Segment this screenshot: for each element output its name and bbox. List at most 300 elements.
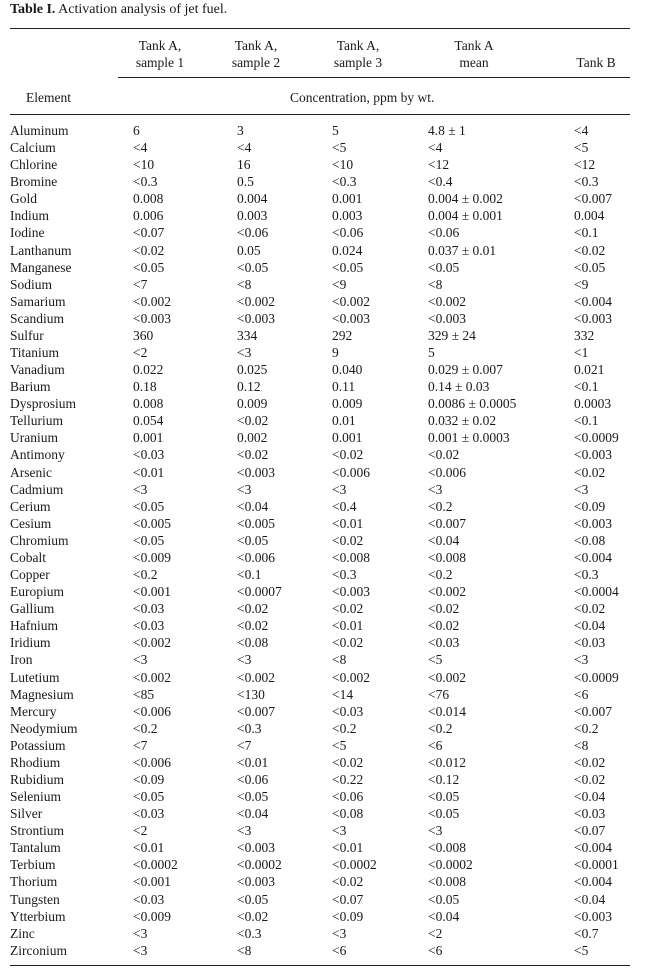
element-name: Cesium bbox=[10, 515, 52, 531]
tank-a-sample-1-value: <0.05 bbox=[133, 498, 165, 514]
tank-b-value: <0.0009 bbox=[574, 669, 619, 685]
tank-b-value: <9 bbox=[574, 276, 589, 292]
table-row bbox=[0, 873, 650, 890]
tank-a-mean-value: <0.06 bbox=[428, 225, 460, 241]
tank-a-sample-2-value: <0.003 bbox=[237, 310, 275, 326]
element-name: Bromine bbox=[10, 174, 58, 190]
tank-a-sample-3-value: <0.06 bbox=[332, 225, 364, 241]
tank-a-sample-2-value: <3 bbox=[237, 481, 252, 497]
table-row bbox=[0, 891, 650, 908]
tank-a-mean-value: <0.02 bbox=[428, 618, 460, 634]
tank-a-mean-value: 0.037 ± 0.01 bbox=[428, 242, 497, 258]
table-row bbox=[0, 822, 650, 839]
tank-a-sample-2-value: <4 bbox=[237, 140, 252, 156]
tank-b-value: <0.0001 bbox=[574, 857, 619, 873]
tank-a-sample-1-value: <2 bbox=[133, 823, 148, 839]
tank-a-mean-value: 0.004 ± 0.002 bbox=[428, 191, 503, 207]
tank-a-mean-value: <0.002 bbox=[428, 584, 466, 600]
tank-a-sample-2-value: <0.0007 bbox=[237, 584, 282, 600]
element-name: Potassium bbox=[10, 737, 66, 753]
tank-a-sample-2-value: 0.5 bbox=[237, 174, 254, 190]
tank-b-value: <3 bbox=[574, 652, 589, 668]
tank-a-sample-1-value: 0.022 bbox=[133, 362, 164, 378]
tank-a-mean-value: <76 bbox=[428, 686, 450, 702]
element-name: Barium bbox=[10, 379, 51, 395]
tank-a-sample-2-value: <0.02 bbox=[237, 908, 269, 924]
element-name: Arsenic bbox=[10, 464, 52, 480]
tank-a-sample-3-value: <0.08 bbox=[332, 806, 364, 822]
tank-a-sample-3-value: <6 bbox=[332, 942, 347, 958]
tank-a-sample-1-value: 0.008 bbox=[133, 191, 164, 207]
tank-a-sample-1-value: <0.006 bbox=[133, 754, 171, 770]
tank-b-value: <1 bbox=[574, 345, 589, 361]
tank-a-sample-2-value: <0.08 bbox=[237, 635, 269, 651]
element-name: Zirconium bbox=[10, 942, 67, 958]
tank-a-sample-3-value: 0.11 bbox=[332, 379, 356, 395]
tank-b-value: <0.07 bbox=[574, 823, 606, 839]
tank-b-value: <0.02 bbox=[574, 242, 606, 258]
tank-a-sample-2-value: <0.1 bbox=[237, 567, 262, 583]
tank-a-mean-value: <0.003 bbox=[428, 310, 466, 326]
bottom-rule bbox=[10, 965, 630, 966]
tank-a-sample-3-value: <0.003 bbox=[332, 310, 370, 326]
tank-a-sample-1-value: 6 bbox=[133, 123, 140, 138]
element-name: Iodine bbox=[10, 225, 45, 241]
tank-a-sample-1-value: <3 bbox=[133, 925, 148, 941]
table-row bbox=[0, 788, 650, 805]
element-name: Ytterbium bbox=[10, 908, 66, 924]
tank-a-sample-1-value: <0.03 bbox=[133, 618, 165, 634]
top-rule bbox=[10, 28, 630, 29]
table-row bbox=[0, 942, 650, 959]
table-row bbox=[0, 856, 650, 873]
tank-a-mean-value: <4 bbox=[428, 140, 443, 156]
element-name: Chromium bbox=[10, 532, 69, 548]
element-name: Silver bbox=[10, 806, 43, 822]
tank-a-sample-2-value: <3 bbox=[237, 345, 252, 361]
tank-a-sample-1-value: <0.005 bbox=[133, 515, 171, 531]
element-name: Aluminum bbox=[10, 123, 69, 138]
element-name: Cerium bbox=[10, 498, 51, 514]
tank-a-sample-3-value: <3 bbox=[332, 481, 347, 497]
table-label: Table I. bbox=[10, 2, 56, 17]
tank-a-mean-value: <6 bbox=[428, 942, 443, 958]
tank-a-sample-3-value: <0.002 bbox=[332, 293, 370, 309]
tank-a-sample-3-value: <3 bbox=[332, 823, 347, 839]
tank-a-sample-1-value: 360 bbox=[133, 327, 154, 343]
tank-a-sample-1-value: <3 bbox=[133, 481, 148, 497]
tank-a-mean-value: 329 ± 24 bbox=[428, 327, 476, 343]
tank-b-value: <0.0004 bbox=[574, 584, 619, 600]
tank-a-mean-value: 5 bbox=[428, 345, 435, 361]
tank-a-sample-2-value: <0.005 bbox=[237, 515, 275, 531]
tank-a-sample-1-value: <0.002 bbox=[133, 635, 171, 651]
tank-a-sample-3-value: <0.02 bbox=[332, 635, 364, 651]
tank-a-sample-3-value: <0.02 bbox=[332, 754, 364, 770]
table-row bbox=[0, 412, 650, 429]
table-row bbox=[0, 737, 650, 754]
tank-b-value: <0.05 bbox=[574, 259, 606, 275]
tank-b-value: <0.003 bbox=[574, 310, 612, 326]
table-row bbox=[0, 190, 650, 207]
table-row bbox=[0, 276, 650, 293]
table-row bbox=[0, 242, 650, 259]
element-name: Chlorine bbox=[10, 157, 58, 173]
element-name: Iridium bbox=[10, 635, 51, 651]
tank-a-sample-1-value: <0.03 bbox=[133, 891, 165, 907]
table-row bbox=[0, 378, 650, 395]
tank-a-sample-1-value: <3 bbox=[133, 652, 148, 668]
table-row bbox=[0, 429, 650, 446]
tank-a-sample-3-value: 0.001 bbox=[332, 191, 363, 207]
tank-a-sample-3-value: <0.4 bbox=[332, 498, 357, 514]
tank-a-sample-3-value: 9 bbox=[332, 345, 339, 361]
table-row bbox=[0, 532, 650, 549]
tank-a-sample-2-value: <0.04 bbox=[237, 806, 269, 822]
table-row bbox=[0, 344, 650, 361]
tank-b-value: <0.08 bbox=[574, 532, 606, 548]
tank-b-value: <0.004 bbox=[574, 840, 612, 856]
tank-a-sample-2-value: 334 bbox=[237, 327, 258, 343]
tank-a-mean-value: <5 bbox=[428, 652, 443, 668]
element-name: Zinc bbox=[10, 925, 35, 941]
element-name: Cobalt bbox=[10, 549, 46, 565]
tank-a-sample-3-value: <0.003 bbox=[332, 584, 370, 600]
tank-a-mean-value: <3 bbox=[428, 823, 443, 839]
tank-b-value: <0.1 bbox=[574, 225, 599, 241]
tank-b-value: <12 bbox=[574, 157, 596, 173]
table-row bbox=[0, 617, 650, 634]
tank-b-value: <0.2 bbox=[574, 720, 599, 736]
table-row bbox=[0, 515, 650, 532]
tank-a-sample-1-value: 0.001 bbox=[133, 430, 164, 446]
tank-a-mean-value: <0.2 bbox=[428, 567, 453, 583]
element-name: Gallium bbox=[10, 601, 55, 617]
tank-a-sample-3-value: 0.003 bbox=[332, 208, 363, 224]
table-row bbox=[0, 395, 650, 412]
tank-a-sample-1-value: <85 bbox=[133, 686, 155, 702]
table-row bbox=[0, 207, 650, 224]
tank-a-sample-2-value: <0.003 bbox=[237, 840, 275, 856]
table-row bbox=[0, 498, 650, 515]
tank-a-sample-2-value: 0.009 bbox=[237, 396, 268, 412]
table-row bbox=[0, 600, 650, 617]
tank-a-sample-1-value: <0.002 bbox=[133, 669, 171, 685]
element-name: Dysprosium bbox=[10, 396, 77, 412]
tank-a-mean-value: 0.001 ± 0.0003 bbox=[428, 430, 510, 446]
tank-a-sample-1-value: <0.001 bbox=[133, 874, 171, 890]
tank-a-sample-1-value: <0.03 bbox=[133, 806, 165, 822]
element-name: Indium bbox=[10, 208, 49, 224]
tank-a-mean-value: 0.032 ± 0.02 bbox=[428, 413, 497, 429]
tank-b-value: <0.3 bbox=[574, 567, 599, 583]
element-name: Hafnium bbox=[10, 618, 58, 634]
tank-a-mean-value: <0.04 bbox=[428, 532, 460, 548]
table-row bbox=[0, 173, 650, 190]
tank-a-mean-value: <2 bbox=[428, 925, 443, 941]
tank-b-value: <0.003 bbox=[574, 908, 612, 924]
tank-b-value: <0.04 bbox=[574, 789, 606, 805]
tank-a-sample-2-value: <0.04 bbox=[237, 498, 269, 514]
tank-a-sample-2-value: 0.025 bbox=[237, 362, 268, 378]
tank-a-sample-2-value: <0.003 bbox=[237, 874, 275, 890]
table-row bbox=[0, 925, 650, 942]
tank-a-sample-2-value: <8 bbox=[237, 276, 252, 292]
tank-a-mean-value: <0.2 bbox=[428, 498, 453, 514]
tank-a-sample-1-value: <0.3 bbox=[133, 174, 158, 190]
tank-a-sample-1-value: <0.07 bbox=[133, 225, 165, 241]
tank-b-value: 0.004 bbox=[574, 208, 605, 224]
tank-a-sample-3-value: <10 bbox=[332, 157, 354, 173]
header-bottom-rule bbox=[10, 114, 630, 115]
tank-a-sample-2-value: <0.05 bbox=[237, 789, 269, 805]
table-row bbox=[0, 754, 650, 771]
tank-b-value: <0.1 bbox=[574, 413, 599, 429]
tank-a-sample-3-value: 0.040 bbox=[332, 362, 363, 378]
tank-a-mean-value: <0.0002 bbox=[428, 857, 473, 873]
element-column-header: Element bbox=[26, 90, 71, 105]
table-row bbox=[0, 669, 650, 686]
tank-a-mean-value: <0.05 bbox=[428, 789, 460, 805]
tank-a-sample-1-value: <0.009 bbox=[133, 908, 171, 924]
column-header-tank-b: Tank B bbox=[576, 55, 616, 70]
element-name: Strontium bbox=[10, 823, 65, 839]
tank-a-sample-2-value: <0.02 bbox=[237, 618, 269, 634]
element-name: Calcium bbox=[10, 140, 56, 156]
tank-a-sample-3-value: <0.01 bbox=[332, 618, 364, 634]
tank-a-sample-1-value: <0.009 bbox=[133, 549, 171, 565]
tank-a-mean-value: <0.05 bbox=[428, 806, 460, 822]
tank-a-sample-3-value: <0.07 bbox=[332, 891, 364, 907]
tank-a-mean-value: <0.006 bbox=[428, 464, 466, 480]
tank-a-sample-2-value: <0.02 bbox=[237, 413, 269, 429]
element-name: Sodium bbox=[10, 276, 53, 292]
tank-a-sample-3-value: <5 bbox=[332, 140, 347, 156]
tank-a-sample-3-value: 5 bbox=[332, 123, 339, 138]
tank-a-sample-2-value: <8 bbox=[237, 942, 252, 958]
table-row bbox=[0, 259, 650, 276]
tank-a-sample-3-value: <0.3 bbox=[332, 174, 357, 190]
tank-a-mean-value: <0.4 bbox=[428, 174, 453, 190]
tank-a-sample-3-value: <0.01 bbox=[332, 515, 364, 531]
tank-a-mean-value: 0.004 ± 0.001 bbox=[428, 208, 503, 224]
table-row bbox=[0, 293, 650, 310]
tank-a-sample-1-value: <0.05 bbox=[133, 259, 165, 275]
table-row bbox=[0, 703, 650, 720]
tank-b-value: <3 bbox=[574, 481, 589, 497]
tank-a-sample-1-value: <0.09 bbox=[133, 771, 165, 787]
tank-a-sample-1-value: <3 bbox=[133, 942, 148, 958]
element-name: Magnesium bbox=[10, 686, 74, 702]
tank-b-value: <0.007 bbox=[574, 191, 612, 207]
tank-a-sample-3-value: <3 bbox=[332, 925, 347, 941]
tank-a-mean-value: <0.02 bbox=[428, 447, 460, 463]
element-name: Antimony bbox=[10, 447, 65, 463]
tank-a-sample-1-value: <0.01 bbox=[133, 464, 165, 480]
tank-b-value: <6 bbox=[574, 686, 589, 702]
table-row bbox=[0, 771, 650, 788]
tank-a-sample-2-value: 16 bbox=[237, 157, 251, 173]
tank-b-value: <8 bbox=[574, 737, 589, 753]
table-row bbox=[0, 310, 650, 327]
tank-a-sample-2-value: <0.05 bbox=[237, 259, 269, 275]
tank-a-sample-2-value: <0.01 bbox=[237, 754, 269, 770]
element-name: Samarium bbox=[10, 293, 66, 309]
table-row bbox=[0, 464, 650, 481]
tank-a-sample-2-value: <0.006 bbox=[237, 549, 275, 565]
tank-a-sample-3-value: 292 bbox=[332, 327, 353, 343]
element-name: Titanium bbox=[10, 345, 60, 361]
tank-a-sample-1-value: 0.054 bbox=[133, 413, 164, 429]
tank-a-sample-2-value: 0.002 bbox=[237, 430, 268, 446]
tank-a-sample-2-value: 3 bbox=[237, 123, 244, 138]
tank-a-sample-3-value: <14 bbox=[332, 686, 354, 702]
tank-b-value: <0.004 bbox=[574, 549, 612, 565]
table-row bbox=[0, 224, 650, 241]
element-name: Iron bbox=[10, 652, 33, 668]
column-header-tank-a-sample-2: Tank A, sample 2 bbox=[231, 38, 281, 70]
tank-a-sample-1-value: <0.05 bbox=[133, 789, 165, 805]
tank-a-mean-value: <0.008 bbox=[428, 840, 466, 856]
table-row bbox=[0, 805, 650, 822]
table-row bbox=[0, 634, 650, 651]
tank-a-sample-1-value: <0.03 bbox=[133, 601, 165, 617]
tank-a-sample-3-value: 0.001 bbox=[332, 430, 363, 446]
tank-a-mean-value: 0.029 ± 0.007 bbox=[428, 362, 503, 378]
tank-a-sample-1-value: <0.003 bbox=[133, 310, 171, 326]
tank-a-mean-value: <0.2 bbox=[428, 720, 453, 736]
tank-a-sample-2-value: <3 bbox=[237, 652, 252, 668]
tank-a-sample-3-value: <0.008 bbox=[332, 549, 370, 565]
tank-a-sample-2-value: <0.05 bbox=[237, 532, 269, 548]
table-title: Activation analysis of jet fuel. bbox=[58, 2, 228, 17]
table-row bbox=[0, 686, 650, 703]
tank-a-sample-1-value: <10 bbox=[133, 157, 155, 173]
tank-b-value: <0.02 bbox=[574, 464, 606, 480]
tank-a-sample-3-value: <0.03 bbox=[332, 703, 364, 719]
element-name: Copper bbox=[10, 567, 50, 583]
tank-a-sample-3-value: <0.02 bbox=[332, 447, 364, 463]
table-row bbox=[0, 139, 650, 156]
tank-a-mean-value: 0.14 ± 0.03 bbox=[428, 379, 490, 395]
table-row bbox=[0, 446, 650, 463]
tank-a-sample-1-value: <7 bbox=[133, 276, 148, 292]
tank-a-sample-1-value: <0.01 bbox=[133, 840, 165, 856]
element-name: Mercury bbox=[10, 703, 57, 719]
tank-b-value: <0.003 bbox=[574, 447, 612, 463]
tank-a-sample-2-value: <0.002 bbox=[237, 669, 275, 685]
tank-a-mean-value: <6 bbox=[428, 737, 443, 753]
tank-a-sample-2-value: <0.0002 bbox=[237, 857, 282, 873]
table-row bbox=[0, 549, 650, 566]
tank-a-sample-3-value: <0.02 bbox=[332, 874, 364, 890]
tank-a-sample-2-value: 0.003 bbox=[237, 208, 268, 224]
element-name: Rubidium bbox=[10, 771, 65, 787]
tank-a-mean-value: <0.007 bbox=[428, 515, 466, 531]
tank-a-mean-value: <0.002 bbox=[428, 293, 466, 309]
tank-a-sample-3-value: <0.22 bbox=[332, 771, 364, 787]
table-row bbox=[0, 651, 650, 668]
tank-b-value: <0.04 bbox=[574, 891, 606, 907]
tank-a-mean-value: <3 bbox=[428, 481, 443, 497]
element-name: Scandium bbox=[10, 310, 64, 326]
table-body bbox=[0, 122, 650, 959]
tank-a-mean-value: <0.12 bbox=[428, 771, 460, 787]
tank-a-sample-3-value: <0.09 bbox=[332, 908, 364, 924]
element-name: Vanadium bbox=[10, 362, 65, 378]
table-row bbox=[0, 839, 650, 856]
tank-a-sample-2-value: <130 bbox=[237, 686, 265, 702]
column-header-tank-a-sample-1: Tank A, sample 1 bbox=[135, 38, 185, 70]
table-row bbox=[0, 583, 650, 600]
tank-a-mean-value: <0.014 bbox=[428, 703, 466, 719]
tank-a-mean-value: <0.008 bbox=[428, 874, 466, 890]
tank-a-sample-2-value: <0.02 bbox=[237, 601, 269, 617]
tank-a-sample-2-value: <0.002 bbox=[237, 293, 275, 309]
tank-b-value: <0.004 bbox=[574, 293, 612, 309]
tank-b-value: <0.03 bbox=[574, 635, 606, 651]
element-name: Terbium bbox=[10, 857, 56, 873]
tank-a-sample-1-value: <0.001 bbox=[133, 584, 171, 600]
tank-a-sample-3-value: 0.009 bbox=[332, 396, 363, 412]
element-name: Manganese bbox=[10, 259, 72, 275]
tank-b-value: <0.03 bbox=[574, 806, 606, 822]
tank-a-sample-1-value: <7 bbox=[133, 737, 148, 753]
element-name: Rhodium bbox=[10, 754, 61, 770]
element-name: Gold bbox=[10, 191, 37, 207]
tank-a-sample-3-value: <0.01 bbox=[332, 840, 364, 856]
tank-a-sample-2-value: <3 bbox=[237, 823, 252, 839]
tank-a-mean-value: <12 bbox=[428, 157, 450, 173]
table-row bbox=[0, 361, 650, 378]
tank-a-sample-1-value: 0.008 bbox=[133, 396, 164, 412]
tank-a-mean-value: <0.008 bbox=[428, 549, 466, 565]
table-caption bbox=[10, 2, 227, 18]
element-name: Thorium bbox=[10, 874, 58, 890]
tank-a-sample-1-value: <0.0002 bbox=[133, 857, 178, 873]
tank-a-sample-2-value: <7 bbox=[237, 737, 252, 753]
tank-b-value: <0.7 bbox=[574, 925, 599, 941]
tank-b-value: <0.0009 bbox=[574, 430, 619, 446]
tank-b-value: 0.0003 bbox=[574, 396, 612, 412]
tank-a-sample-3-value: <8 bbox=[332, 652, 347, 668]
tank-a-sample-2-value: <0.06 bbox=[237, 771, 269, 787]
tank-a-sample-3-value: 0.01 bbox=[332, 413, 356, 429]
tank-a-sample-1-value: <0.2 bbox=[133, 720, 158, 736]
tank-a-sample-3-value: <0.3 bbox=[332, 567, 357, 583]
tank-a-mean-value: 4.8 ± 1 bbox=[428, 123, 466, 138]
tank-a-sample-3-value: <0.0002 bbox=[332, 857, 377, 873]
tank-b-value: <0.02 bbox=[574, 771, 606, 787]
tank-a-mean-value: <0.002 bbox=[428, 669, 466, 685]
tank-b-value: <5 bbox=[574, 140, 589, 156]
tank-a-sample-1-value: <0.03 bbox=[133, 447, 165, 463]
tank-b-value: <0.02 bbox=[574, 754, 606, 770]
tank-a-mean-value: <0.04 bbox=[428, 908, 460, 924]
tank-a-mean-value: <0.012 bbox=[428, 754, 466, 770]
tank-a-sample-3-value: <5 bbox=[332, 737, 347, 753]
tank-a-sample-2-value: 0.004 bbox=[237, 191, 268, 207]
tank-a-sample-3-value: <0.05 bbox=[332, 259, 364, 275]
tank-b-value: <0.02 bbox=[574, 601, 606, 617]
tank-a-mean-value: <0.05 bbox=[428, 259, 460, 275]
tank-a-sample-3-value: <0.006 bbox=[332, 464, 370, 480]
element-name: Sulfur bbox=[10, 327, 44, 343]
tank-a-sample-1-value: <0.2 bbox=[133, 567, 158, 583]
tank-a-sample-1-value: <0.006 bbox=[133, 703, 171, 719]
tank-a-sample-3-value: <0.02 bbox=[332, 532, 364, 548]
element-name: Cadmium bbox=[10, 481, 64, 497]
